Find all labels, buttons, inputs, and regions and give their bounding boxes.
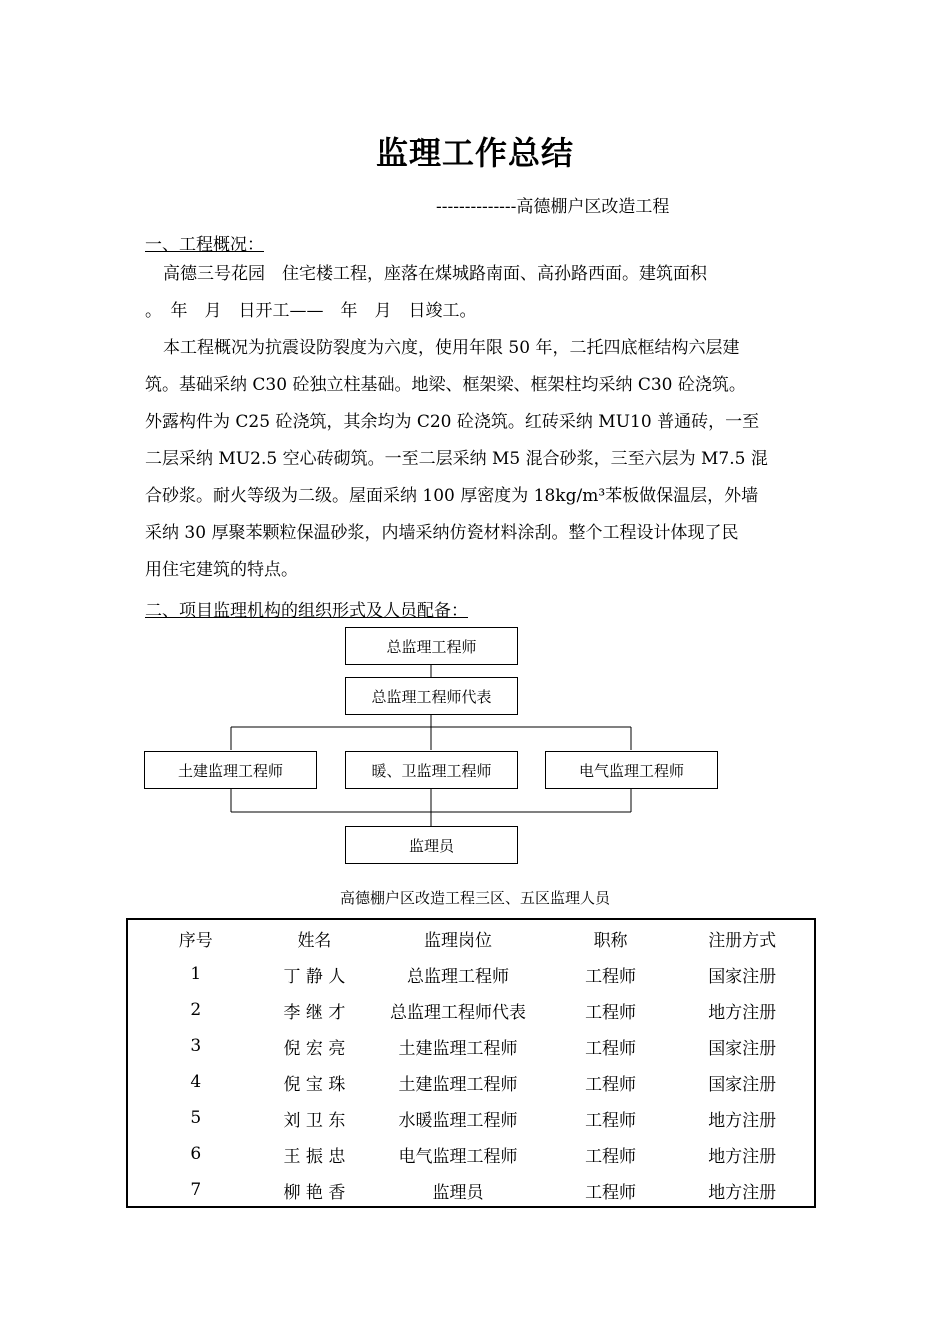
paragraph-line: 合砂浆。耐火等级为二级。屋面采纳 100 厚密度为 18kg/m³苯板做保温层，外墙 xyxy=(145,486,759,506)
table-row xyxy=(128,1172,814,1208)
org-box-electrical-engineer: 电气监理工程师 xyxy=(545,751,718,789)
cell-registration: 地方注册 xyxy=(708,1110,777,1131)
project-overview-paragraph-2 xyxy=(145,330,807,589)
section-2-heading: 二、项目监理机构的组织形式及人员配备： xyxy=(145,601,468,621)
table-row xyxy=(128,992,814,1028)
cell-title: 工程师 xyxy=(585,966,637,987)
paragraph-line: 采纳 30 厚聚苯颗粒保温砂浆，内墙采纳仿瓷材料涂刮。整个工程设计体现了民 xyxy=(145,523,739,543)
cell-registration: 国家注册 xyxy=(708,1038,777,1059)
cell-name: 王 振 忠 xyxy=(283,1146,346,1167)
header-registration: 注册方式 xyxy=(708,930,777,951)
paragraph-line: 外露构件为 C25 砼浇筑，其余均为 C20 砼浇筑。红砖采纳 MU10 普通砖，一至 xyxy=(145,412,760,432)
cell-position: 土建监理工程师 xyxy=(398,1038,518,1059)
staff-table xyxy=(126,918,816,1208)
cell-no: 1 xyxy=(190,964,202,984)
org-box-hvac-engineer: 暖、卫监理工程师 xyxy=(345,751,518,789)
cell-name: 李 继 才 xyxy=(283,1002,346,1023)
cell-registration: 地方注册 xyxy=(708,1182,777,1203)
paragraph-line: 二层采纳 MU2.5 空心砖砌筑。一至二层采纳 M5 混合砂浆，三至六层为 M7.5 混 xyxy=(145,449,768,469)
header-no: 序号 xyxy=(178,930,213,951)
header-title: 职称 xyxy=(593,930,628,951)
cell-name: 倪 宏 亮 xyxy=(283,1038,346,1059)
cell-position: 总监理工程师 xyxy=(407,966,510,987)
cell-registration: 地方注册 xyxy=(708,1002,777,1023)
cell-no: 7 xyxy=(190,1180,202,1200)
header-position: 监理岗位 xyxy=(424,930,493,951)
table-row xyxy=(128,1064,814,1100)
cell-name: 刘 卫 东 xyxy=(283,1110,346,1131)
cell-title: 工程师 xyxy=(585,1146,637,1167)
cell-title: 工程师 xyxy=(585,1182,637,1203)
table-row xyxy=(128,956,814,992)
table-row xyxy=(128,1100,814,1136)
cell-registration: 国家注册 xyxy=(708,1074,777,1095)
cell-position: 土建监理工程师 xyxy=(398,1074,518,1095)
header-name: 姓名 xyxy=(297,930,332,951)
cell-title: 工程师 xyxy=(585,1074,637,1095)
table-header-row xyxy=(128,920,814,956)
project-overview-paragraph-1 xyxy=(145,256,807,330)
cell-title: 工程师 xyxy=(585,1038,637,1059)
cell-no: 5 xyxy=(190,1108,202,1128)
cell-position: 电气监理工程师 xyxy=(398,1146,518,1167)
cell-position: 监理员 xyxy=(432,1182,484,1203)
cell-title: 工程师 xyxy=(585,1110,637,1131)
document-subtitle: --------------高德棚户区改造工程 xyxy=(436,197,670,217)
paragraph-line: 高德三号花园 住宅楼工程，座落在煤城路南面、高孙路西面。建筑面积 xyxy=(163,264,707,284)
cell-no: 4 xyxy=(190,1072,202,1092)
cell-title: 工程师 xyxy=(585,1002,637,1023)
org-box-chief-deputy: 总监理工程师代表 xyxy=(345,677,518,715)
cell-position: 总监理工程师代表 xyxy=(390,1002,527,1023)
document-title: 监理工作总结 xyxy=(375,134,574,172)
cell-no: 6 xyxy=(190,1144,202,1164)
cell-name: 丁 静 人 xyxy=(283,966,346,987)
org-box-civil-engineer: 土建监理工程师 xyxy=(144,751,317,789)
table-caption: 高德棚户区改造工程三区、五区监理人员 xyxy=(339,889,610,907)
cell-no: 3 xyxy=(190,1036,202,1056)
cell-name: 倪 宝 珠 xyxy=(283,1074,346,1095)
org-box-supervisor: 监理员 xyxy=(345,826,518,864)
cell-name: 柳 艳 香 xyxy=(283,1182,346,1203)
paragraph-line: 筑。基础采纳 C30 砼独立柱基础。地梁、框架梁、框架柱均采纳 C30 砼浇筑。 xyxy=(145,375,746,395)
paragraph-line: 用住宅建筑的特点。 xyxy=(145,560,298,580)
cell-position: 水暖监理工程师 xyxy=(398,1110,518,1131)
paragraph-line: 。 年 月 日开工—— 年 月 日竣工。 xyxy=(145,301,477,321)
table-row xyxy=(128,1028,814,1064)
paragraph-line: 本工程概况为抗震设防裂度为六度，使用年限 50 年，二托四底框结构六层建 xyxy=(163,338,740,358)
section-1-heading: 一、工程概况： xyxy=(145,235,264,255)
cell-no: 2 xyxy=(190,1000,202,1020)
cell-registration: 地方注册 xyxy=(708,1146,777,1167)
table-row xyxy=(128,1136,814,1172)
org-box-chief-engineer: 总监理工程师 xyxy=(345,627,518,665)
cell-registration: 国家注册 xyxy=(708,966,777,987)
